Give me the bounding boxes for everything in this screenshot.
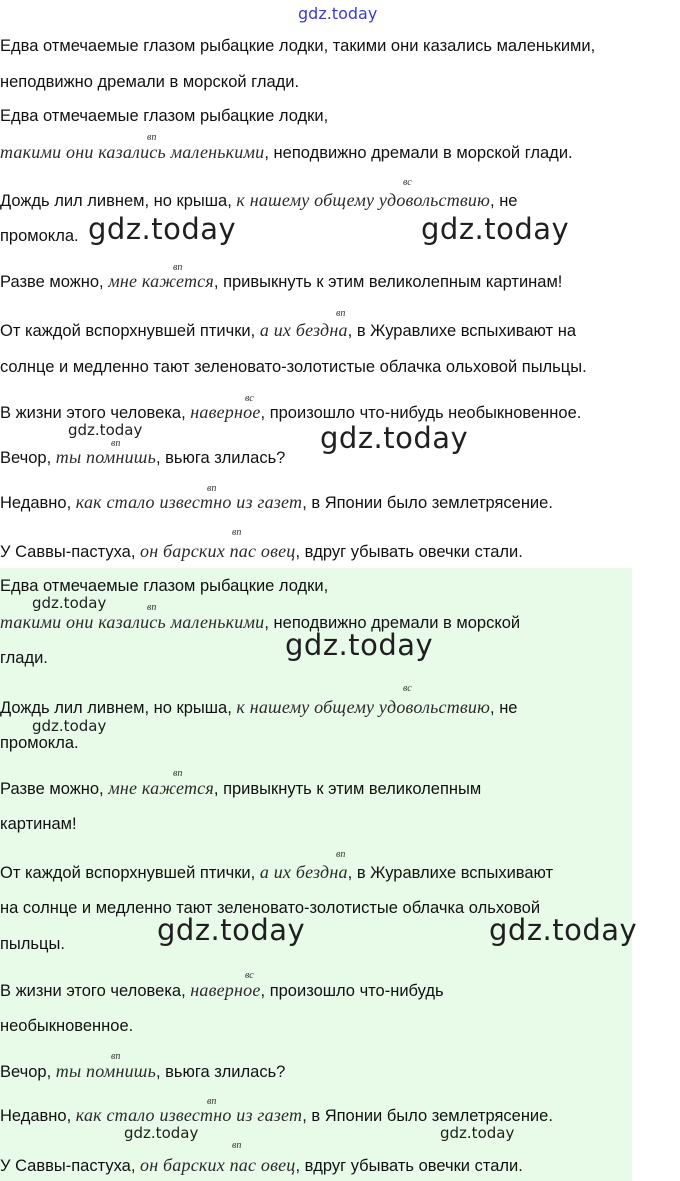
s1-sentence-7: Недавно, как стало известно из газет, в Японии было землетрясение.	[0, 492, 553, 512]
watermark: gdz.today	[32, 717, 107, 735]
insertion-phrase: ты помнишь	[55, 1061, 156, 1081]
s1-annotation-7: вп	[207, 483, 217, 494]
s2-sentence-6: Вечор, ты помнишь, вьюга злилась?	[0, 1061, 286, 1081]
s1-annotation-3: вп	[173, 262, 183, 273]
s2-annotation-1: вп	[147, 602, 157, 613]
s2-sentence-7: Недавно, как стало известно из газет, в Японии было землетрясение.	[0, 1105, 553, 1125]
s2-sentence-4c: пыльцы.	[0, 935, 65, 953]
s1-sentence-2b: промокла.	[0, 227, 79, 245]
insertion-phrase: как стало известно из газет	[75, 492, 303, 512]
insertion-phrase: наверное	[190, 402, 261, 422]
s2-annotation-2: вс	[403, 683, 412, 694]
s2-sentence-1b: такими они казались маленькими, неподвижно дремали в морской	[0, 612, 521, 632]
s2-sentence-4a: От каждой вспорхнувшей птички, а их бездна, в Журавлихе вспыхивают	[0, 862, 554, 882]
s2-annotation-5: вс	[245, 970, 254, 981]
insertion-phrase: такими они казались маленькими	[0, 612, 265, 632]
s1-sentence-1a: Едва отмечаемые глазом рыбацкие лодки,	[0, 107, 329, 125]
insertion-phrase: а их бездна	[259, 862, 348, 882]
s1-annotation-2: вс	[403, 177, 412, 188]
watermark: gdz.today	[157, 913, 306, 947]
insertion-phrase: как стало известно из газет	[75, 1105, 303, 1125]
s2-sentence-2b: промокла.	[0, 734, 79, 752]
s2-sentence-8: У Саввы-пастуха, он барских пас овец, вдруг убывать овечки стали.	[0, 1155, 523, 1175]
watermark: gdz.today	[320, 421, 469, 455]
insertion-phrase: он барских пас овец	[140, 541, 296, 561]
original-line-1: Едва отмечаемые глазом рыбацкие лодки, такими они казались маленькими,	[0, 37, 596, 55]
s1-sentence-8: У Саввы-пастуха, он барских пас овец, вдруг убывать овечки стали.	[0, 541, 523, 561]
s2-annotation-3: вп	[173, 768, 183, 779]
s1-sentence-6: Вечор, ты помнишь, вьюга злилась?	[0, 447, 286, 467]
watermark: gdz.today	[68, 421, 143, 439]
s2-sentence-1a: Едва отмечаемые глазом рыбацкие лодки,	[0, 577, 329, 595]
insertion-phrase: к нашему общему удовольствию	[236, 190, 491, 210]
watermark: gdz.today	[489, 913, 638, 947]
insertion-phrase: мне кажется	[108, 271, 214, 291]
insertion-phrase: наверное	[190, 980, 261, 1000]
watermark: gdz.today	[285, 628, 434, 662]
top-watermark: gdz.today	[298, 4, 378, 23]
insertion-phrase: а их бездна	[259, 320, 348, 340]
insertion-phrase: он барских пас овец	[140, 1155, 296, 1175]
s1-annotation-1: вп	[147, 132, 157, 143]
s2-annotation-6: вп	[111, 1051, 121, 1062]
watermark: gdz.today	[32, 594, 107, 612]
s1-sentence-1b: такими они казались маленькими, неподвижно дремали в морской глади.	[0, 142, 573, 162]
watermark: gdz.today	[124, 1124, 199, 1142]
watermark: gdz.today	[421, 212, 570, 246]
insertion-phrase: такими они казались маленькими	[0, 142, 265, 162]
insertion-phrase: ты помнишь	[55, 447, 156, 467]
s1-annotation-4: вп	[336, 308, 346, 319]
s1-annotation-8: вп	[232, 527, 242, 538]
s2-annotation-8: вп	[232, 1140, 242, 1151]
watermark: gdz.today	[440, 1124, 515, 1142]
s2-sentence-3b: картинам!	[0, 815, 77, 833]
s1-sentence-4a: От каждой вспорхнувшей птички, а их бездна, в Журавлихе вспыхивают на	[0, 320, 576, 340]
s1-sentence-4b: солнце и медленно тают зеленовато-золотистые облачка ольховой пыльцы.	[0, 358, 587, 376]
s2-annotation-7: вп	[207, 1096, 217, 1107]
s2-sentence-3a: Разве можно, мне кажется, привыкнуть к этим великолепным	[0, 778, 482, 798]
s2-sentence-5b: необыкновенное.	[0, 1017, 134, 1035]
s2-sentence-2a: Дождь лил ливнем, но крыша, к нашему общему удовольствию, не	[0, 697, 518, 717]
insertion-phrase: к нашему общему удовольствию	[236, 697, 491, 717]
watermark: gdz.today	[88, 212, 237, 246]
s2-sentence-5a: В жизни этого человека, наверное, произошло что-нибудь	[0, 980, 444, 1000]
original-line-2: неподвижно дремали в морской глади.	[0, 73, 300, 91]
s2-sentence-4b: на солнце и медленно тают зеленовато-золотистые облачка ольховой	[0, 899, 541, 917]
s2-annotation-4: вп	[336, 849, 346, 860]
s1-sentence-2a: Дождь лил ливнем, но крыша, к нашему общему удовольствию, не	[0, 190, 518, 210]
s1-sentence-3: Разве можно, мне кажется, привыкнуть к этим великолепным картинам!	[0, 271, 563, 291]
s1-sentence-5: В жизни этого человека, наверное, произошло что-нибудь необыкновенное.	[0, 402, 582, 422]
s1-annotation-6: вп	[111, 438, 121, 449]
insertion-phrase: мне кажется	[108, 778, 214, 798]
s2-sentence-1c: глади.	[0, 649, 48, 667]
s1-annotation-5: вс	[245, 393, 254, 404]
